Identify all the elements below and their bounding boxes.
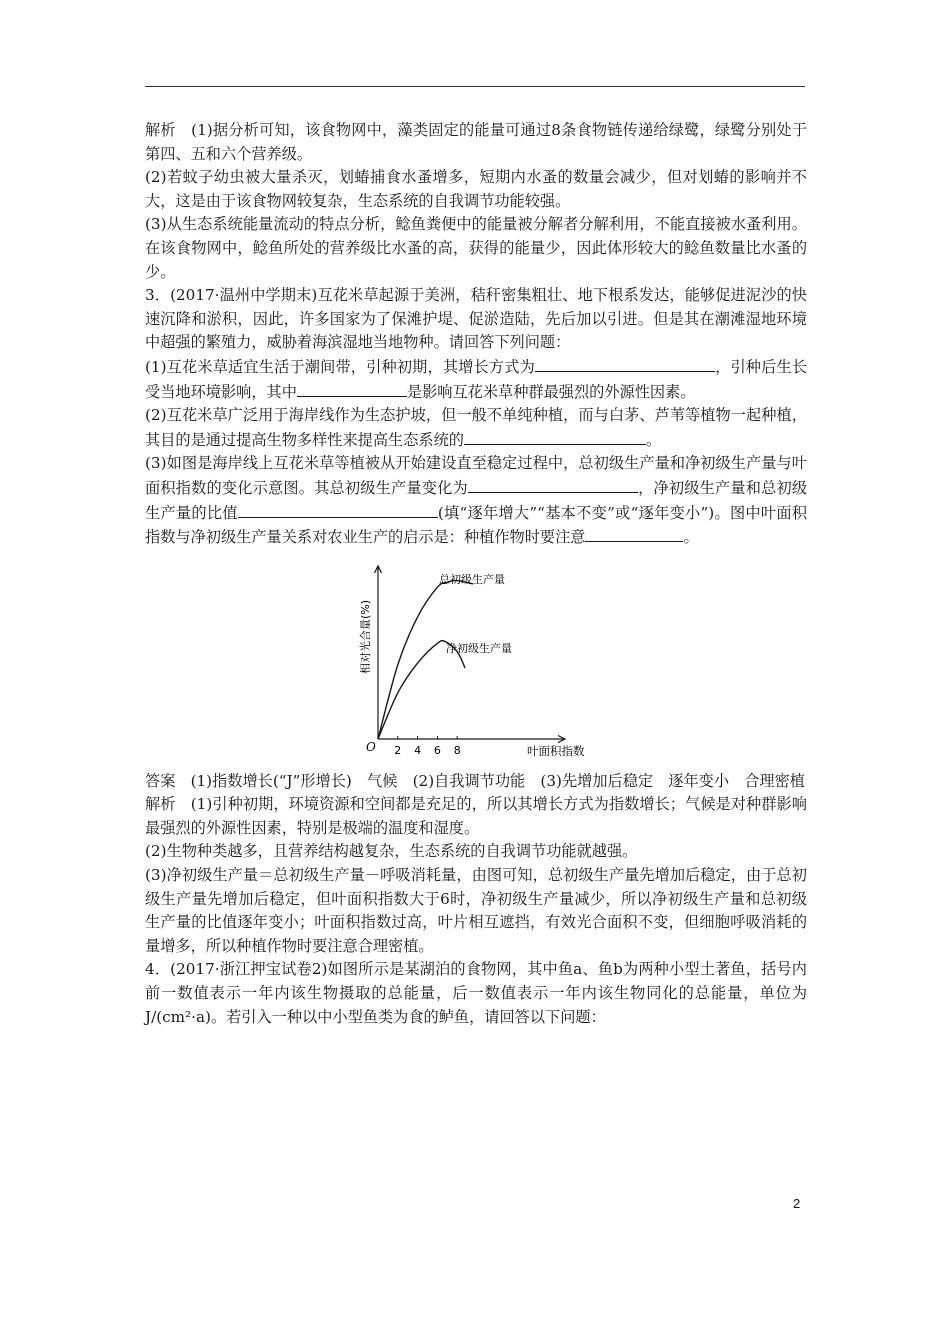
answer-paragraph: 答案 (1)指数增长(“J”形增长) 气候 (2)自我调节功能 (3)先增加后稳定 逐年变小 合理密植 <box>145 771 805 790</box>
header-rule <box>145 86 805 87</box>
analysis-q2-p1: 解析 (1)据分析可知，该食物网中，藻类固定的能量可通过8条食物链传递给绿鹭，绿鹭分别处于第四、五和六个营养级。 <box>145 121 808 163</box>
page-content <box>145 119 807 1029</box>
origin-label: O <box>366 739 376 754</box>
analysis-label: 解析 <box>145 121 176 139</box>
answer-blank[interactable] <box>535 355 715 372</box>
question-3-sub3: (3)如图是海岸线上互花米草等植被从开始建设直至稳定过程中，总初级生产量和净初级生产量与叶面积指数的变化示意图。其总初级生产量变化为 ，净初级生产量和总初级生产量的比值 (填“逐年增大”“基本不变”或“逐年变小”)。图中叶面积指数与净初级生产量关系对农业生产的启示是：种植作物时要注意 。 <box>145 454 808 547</box>
x-axis-label: 叶面积指数 <box>527 743 585 758</box>
question-3-intro: 3．(2017·温州中学期末)互花米草起源于美洲，秸秆密集粗壮、地下根系发达，能够促进泥沙的快速沉降和淤积，因此，许多国家为了保滩护堤、促淤造陆，先后加以引进。但是其在潮滩湿地环境中超强的繁殖力，威胁着海滨湿地当地物种。请回答下列问题： <box>145 286 807 352</box>
x-tick-label: 6 <box>433 743 441 757</box>
x-tick-label: 2 <box>394 743 402 757</box>
question-3-sub1: (1)互花米草适宜生活于潮间带，引种初期，其增长方式为 ，引种后生长受当地环境影响，其中 是影响互花米草种群最强烈的外源性因素。 <box>145 355 807 404</box>
y-axis-label: 相对光合量(%) <box>359 599 372 674</box>
analysis-q2-p2: (2)若蚊子幼虫被大量杀灭，划蝽捕食水蚤增多，短期内水蚤的数量会减少，但对划蝽的影响并不大，这是由于该食物网较复杂，生态系统的自我调节功能较强。 <box>145 168 807 210</box>
question-4-intro: 4．(2017·浙江押宝试卷2)如图所示是某湖泊的食物网，其中鱼a、鱼b为两种小型土著鱼，括号内前一数值表示一年内该生物摄取的总能量，后一数值表示一年内该生物同化的总能量，单位为J/(cm²·a)。若引入一种以中小型鱼类为食的鲈鱼，请回答以下问题： <box>145 960 807 1026</box>
question-3-sub2: (2)互花米草广泛用于海岸线作为生态护坡，但一般不单纯种植，而与白茅、芦苇等植物一起种植，其目的是通过提高生物多样性来提高生态系统的 。 <box>145 406 807 449</box>
x-tick-label: 4 <box>414 743 422 757</box>
analysis-q2-p3: (3)从生态系统能量流动的特点分析，鲶鱼粪便中的能量被分解者分解利用，不能直接被水蚤利用。在该食物网中，鲶鱼所处的营养级比水蚤的高，获得的能量少，因此体形较大的鲶鱼数量比水蚤的少。 <box>145 215 807 281</box>
legend-net-production: 净初级生产量 <box>446 641 512 655</box>
answer-label: 答案 <box>145 771 176 790</box>
answer-blank[interactable] <box>297 380 407 397</box>
analysis-q3-p3: (3)净初级生产量＝总初级生产量－呼吸消耗量，由图可知，总初级生产量先增加后稳定，由于总初级生产量先增加后稳定，但叶面积指数大于6时，净初级生产量减少，所以净初级生产量和总初级生产量的比值逐年变小；叶面积指数过高，叶片相互遮挡，有效光合面积不变，但细胞呼吸消耗的量增多，所以种植作物时要注意合理密植。 <box>145 866 807 955</box>
answer-blank[interactable] <box>238 501 438 518</box>
analysis-q3-p2: (2)生物种类越多，且营养结构越复杂，生态系统的自我调节功能就越强。 <box>145 842 638 861</box>
answer-blank[interactable] <box>464 428 646 445</box>
analysis-label: 解析 <box>145 795 176 814</box>
legend-gross-production: 总初级生产量 <box>439 572 505 586</box>
production-chart <box>355 556 595 762</box>
figure-container <box>145 556 807 766</box>
gross-production-curve <box>378 580 473 738</box>
answer-blank[interactable] <box>585 525 683 542</box>
x-tick-label: 8 <box>453 743 461 757</box>
answer-blank[interactable] <box>468 476 638 493</box>
analysis-q3-p1: 解析 (1)引种初期，环境资源和空间都是充足的，所以其增长方式为指数增长；气候是对种群影响最强烈的外源性因素，特别是极端的温度和湿度。 <box>145 795 807 837</box>
page-number: 2 <box>793 1196 801 1211</box>
